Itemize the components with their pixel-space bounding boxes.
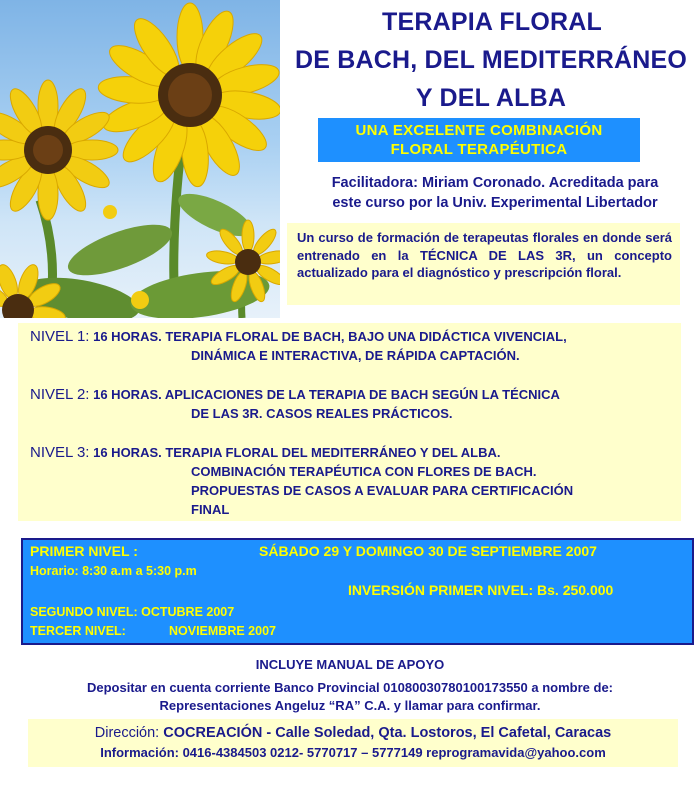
level-1 (30, 327, 680, 365)
level-3-label: NIVEL 3: (30, 444, 90, 461)
primer-nivel-label: PRIMER NIVEL : (30, 543, 138, 559)
level-2-line-2: DE LAS 3R. CASOS REALES PRÁCTICOS. (191, 406, 453, 421)
segundo-nivel-text: SEGUNDO NIVEL: OCTUBRE 2007 (30, 605, 235, 619)
level-3-line-3: PROPUESTAS DE CASOS A EVALUAR PARA CERTIFICACIÓN (191, 483, 574, 498)
level-3-line-1: 16 HORAS. TERAPIA FLORAL DEL MEDITERRÁNEO Y DEL ALBA. (93, 445, 501, 460)
facilitator-line-1: Facilitadora: Miriam Coronado. Acreditada para (331, 175, 659, 191)
page-title-line-1: TERAPIA FLORAL (382, 8, 602, 36)
schedule-box (21, 538, 694, 645)
inversion-text: INVERSIÓN PRIMER NIVEL: Bs. 250.000 (348, 582, 614, 598)
horario-text: Horario: 8:30 a.m a 5:30 p.m (30, 564, 197, 578)
level-2 (30, 385, 680, 423)
page-title-line-3: Y DEL ALBA (415, 84, 567, 112)
address-text: COCREACIÓN - Calle Soledad, Qta. Lostoros, El Cafetal, Caracas (163, 725, 612, 741)
tercer-nivel-label: TERCER NIVEL: (30, 624, 126, 638)
address-label: Dirección: (94, 725, 160, 741)
facilitator-line-2: este curso por la Univ. Experimental Libertador (332, 195, 658, 211)
intro-text: Un curso de formación de terapeutas florales en donde será entrenado en la TÉCNICA DE LAS 3R, un concepto actualizado para el diagnóstico y prescripción floral. (297, 230, 672, 280)
subtitle-line-1: UNA EXCELENTE COMBINACIÓN (355, 122, 603, 139)
levels-panel (18, 323, 681, 521)
page-title-line-2: DE BACH, DEL MEDITERRÁNEO (294, 46, 688, 74)
deposit-line-1: Depositar en cuenta corriente Banco Provincial 01080030780100173550 a nombre de: (86, 680, 614, 695)
deposit-line-2: Representaciones Angeluz “RA” C.A. y llamar para confirmar. (159, 698, 541, 713)
address-line (28, 719, 678, 744)
level-1-label: NIVEL 1: (30, 328, 90, 345)
level-3 (30, 443, 680, 519)
incluye-text: INCLUYE MANUAL DE APOYO (255, 657, 445, 672)
primer-nivel-date: SÁBADO 29 Y DOMINGO 30 DE SEPTIEMBRE 2007 (259, 543, 597, 559)
level-3-line-4: FINAL (191, 502, 230, 517)
sunflower-photo (0, 0, 280, 318)
address-box (28, 719, 678, 767)
tercer-nivel-date: NOVIEMBRE 2007 (169, 624, 276, 638)
subtitle-line-2: FLORAL TERAPÉUTICA (390, 141, 568, 158)
level-2-line-1: 16 HORAS. APLICACIONES DE LA TERAPIA DE BACH SEGÚN LA TÉCNICA (93, 387, 560, 402)
level-1-line-1: 16 HORAS. TERAPIA FLORAL DE BACH, BAJO UNA DIDÁCTICA VIVENCIAL, (93, 329, 567, 344)
intro-box (287, 223, 680, 305)
subtitle-banner (318, 118, 640, 162)
deposit-text (0, 679, 700, 715)
contact-info: Información: 0416-4384503 0212- 5770717 – 5777149 reprogramavida@yahoo.com (100, 745, 606, 760)
level-1-line-2: DINÁMICA E INTERACTIVA, DE RÁPIDA CAPTACIÓN. (191, 348, 520, 363)
level-3-line-2: COMBINACIÓN TERAPÉUTICA CON FLORES DE BACH. (191, 464, 537, 479)
facilitator-text (290, 173, 700, 213)
level-2-label: NIVEL 2: (30, 386, 90, 403)
